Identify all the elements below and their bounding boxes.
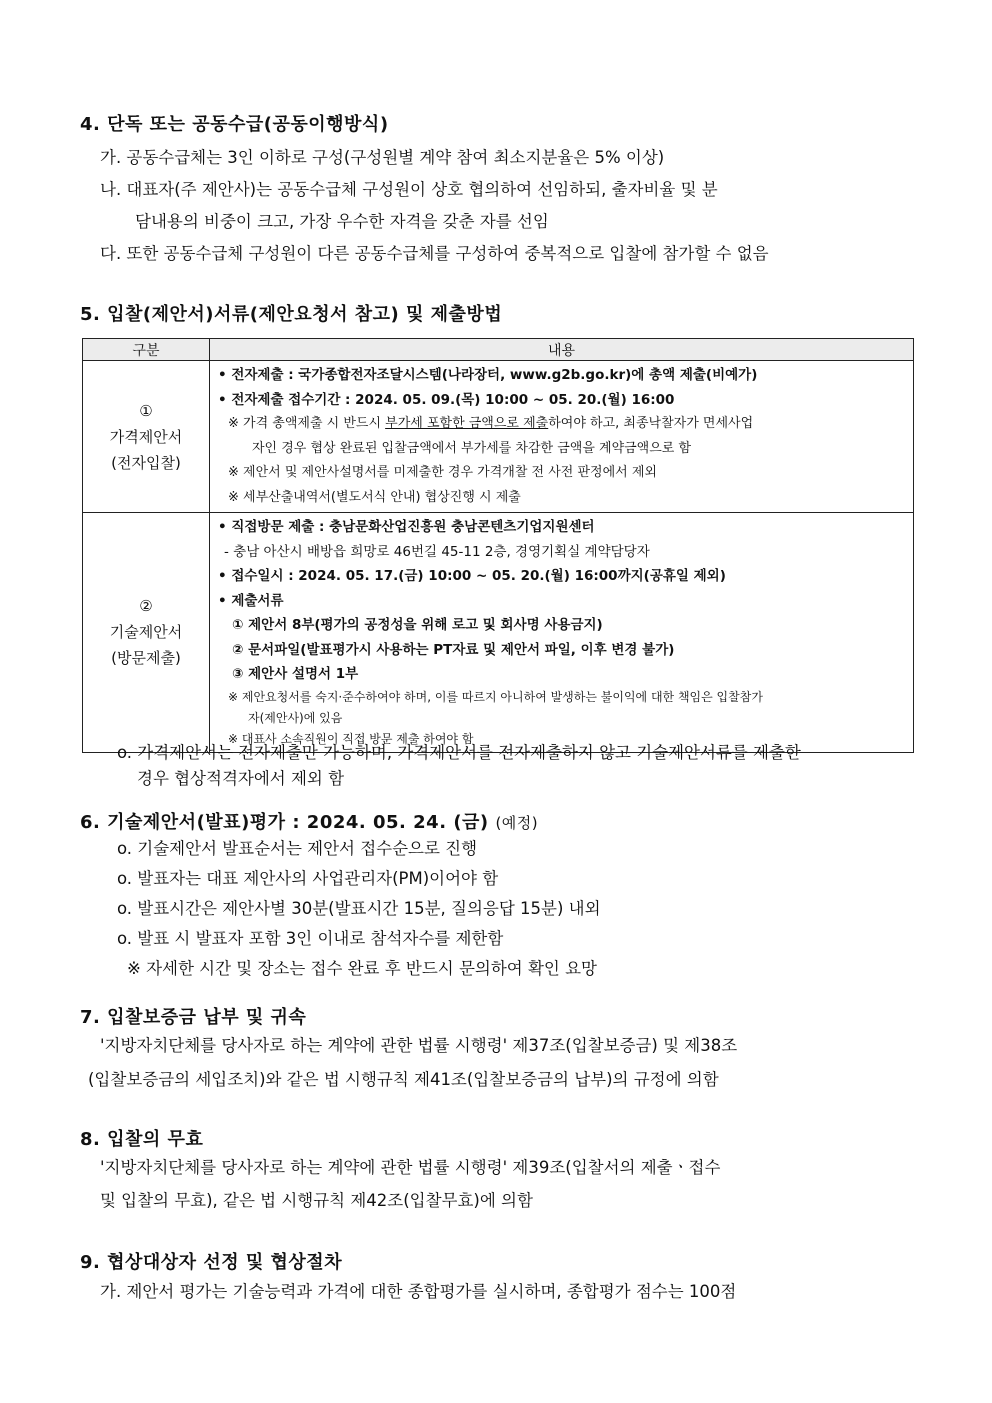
price-note-exclude: ※ 제안서 및 제안사설명서를 미제출한 경우 가격개찰 전 사전 판정에서 제외: [228, 465, 657, 480]
tech-category-cell: [83, 513, 210, 753]
section-6-item-4: o. 발표 시 발표자 포함 3인 이내로 참석자수를 제한함: [117, 929, 504, 948]
section-6-title-text: 6. 기술제안서(발표)평가 : 2024. 05. 24. (금): [80, 812, 489, 833]
section-8-title: 8. 입찰의 무효: [80, 1129, 204, 1150]
price-content-cell: [210, 361, 914, 513]
price-method: (전자입찰): [111, 453, 181, 472]
price-note-vat-a: ※ 가격 총액제출 시 반드시: [228, 416, 386, 431]
section-7-line2: (입찰보증금의 세입조치)와 같은 법 시행규칙 제41조(입찰보증금의 납부)의 규정에 의함: [88, 1070, 719, 1089]
price-number: ①: [139, 401, 153, 420]
price-note-detail: ※ 세부산출내역서(별도서식 안내) 협상진행 시 제출: [228, 489, 521, 505]
tech-note-visit: ※ 대표사 소속직원이 직접 방문 제출 하여야 함: [228, 731, 474, 746]
tech-line-docs: • 제출서류: [218, 592, 284, 609]
section-5-title: 5. 입찰(제안서)서류(제안요청서 참고) 및 제출방법: [80, 304, 503, 325]
tech-content-cell: [210, 513, 914, 753]
section-6-note: ※ 자세한 시간 및 장소는 접수 완료 후 반드시 문의하여 확인 요망: [127, 959, 597, 978]
table-header-row: [83, 339, 914, 361]
section-6-title: [80, 808, 538, 834]
section-9-title: 9. 협상대상자 선정 및 협상절차: [80, 1252, 343, 1273]
price-note-vat-underline: 부가세 포함한 금액으로 제출: [385, 416, 549, 431]
tech-note-comply: ※ 제안요청서를 숙지·준수하여야 하며, 이를 따르지 아니하여 발생하는 불이익에 대한 책임은 입찰참가: [228, 689, 763, 704]
submission-table: [82, 338, 914, 753]
tech-note-comply-cont: 자(제안사)에 있음: [248, 710, 343, 725]
price-category-cell: [83, 361, 210, 513]
price-note-vat-cont: 자인 경우 협상 완료된 입찰금액에서 부가세를 차감한 금액을 계약금액으로 함: [252, 440, 692, 456]
header-category: 구분: [83, 339, 210, 361]
tech-line-visit: • 직접방문 제출 : 충남문화산업진흥원 충남콘텐츠기업지원센터: [218, 519, 595, 535]
price-line-1: • 전자제출 : 국가종합전자조달시스템(나라장터, www.g2b.go.kr)에 총액 제출(비예가): [218, 367, 758, 383]
section-4-item-na-line1: 나. 대표자(주 제안사)는 공동수급체 구성원이 상호 협의하여 선임하되, 출자비율 및 분: [100, 180, 718, 199]
tech-number: ②: [139, 597, 153, 616]
section-6-item-2: o. 발표자는 대표 제안사의 사업관리자(PM)이어야 함: [117, 869, 499, 888]
price-note-vat-b: 하여야 하고, 최종낙찰자가 면세사업: [548, 416, 754, 431]
section-4-item-ga: 가. 공동수급체는 3인 이하로 구성(구성원별 계약 참여 최소지분율은 5% 이상): [100, 148, 665, 167]
tech-line-period: • 접수일시 : 2024. 05. 17.(금) 10:00 ~ 05. 20.(월) 16:00까지(공휴일 제외): [218, 568, 726, 584]
section-7-line1: '지방자치단체를 당사자로 하는 계약에 관한 법률 시행령' 제37조(입찰보증금) 및 제38조: [100, 1036, 738, 1055]
header-content: 내용: [210, 339, 914, 361]
table-row-price: [83, 361, 914, 513]
tech-line-address: - 충남 아산시 배방읍 희망로 46번길 45-11 2층, 경영기획실 계약담당자: [224, 543, 650, 560]
section-8-line2: 및 입찰의 무효), 같은 법 시행규칙 제42조(입찰무효)에 의함: [100, 1191, 533, 1210]
section-6-item-1: o. 기술제안서 발표순서는 제안서 접수순으로 진행: [117, 839, 478, 858]
tech-doc-1: ① 제안서 8부(평가의 공정성을 위해 로고 및 회사명 사용금지): [232, 617, 603, 633]
tech-method: (방문제출): [111, 649, 181, 668]
section-9-item-ga: 가. 제안서 평가는 기술능력과 가격에 대한 종합평가를 실시하며, 종합평가 점수는 100점: [100, 1282, 737, 1301]
price-label: 가격제안서: [109, 427, 183, 446]
tech-label: 기술제안서: [109, 623, 183, 642]
section-8-line1: '지방자치단체를 당사자로 하는 계약에 관한 법률 시행령' 제39조(입찰서의 제출ㆍ접수: [100, 1158, 721, 1177]
section-6-item-3: o. 발표시간은 제안사별 30분(발표시간 15분, 질의응답 15분) 내외: [117, 899, 601, 918]
section-7-title: 7. 입찰보증금 납부 및 귀속: [80, 1007, 307, 1028]
section-4-item-da: 다. 또한 공동수급체 구성원이 다른 공동수급체를 구성하여 중복적으로 입찰에 참가할 수 없음: [100, 244, 769, 263]
tech-doc-2: ② 문서파일(발표평가시 사용하는 PT자료 및 제안서 파일, 이후 변경 불가): [232, 641, 675, 658]
section-4-item-na-line2: 담내용의 비중이 크고, 가장 우수한 자격을 갖춘 자를 선임: [135, 212, 549, 231]
price-line-2: • 전자제출 접수기간 : 2024. 05. 09.(목) 10:00 ~ 05. 20.(월) 16:00: [218, 391, 675, 408]
table-row-tech: [83, 513, 914, 753]
section-6-title-suffix: (예정): [495, 814, 539, 832]
section-5-note-line1: o. 가격제안서는 전자제출만 가능하며, 가격제안서를 전자제출하지 않고 기술제안서류를 제출한: [117, 743, 801, 762]
tech-doc-3: ③ 제안사 설명서 1부: [232, 666, 359, 682]
section-5-note-line2: 경우 협상적격자에서 제외 함: [137, 769, 345, 788]
price-note-vat: [218, 412, 907, 437]
section-4-title: 4. 단독 또는 공동수급(공동이행방식): [80, 114, 389, 135]
